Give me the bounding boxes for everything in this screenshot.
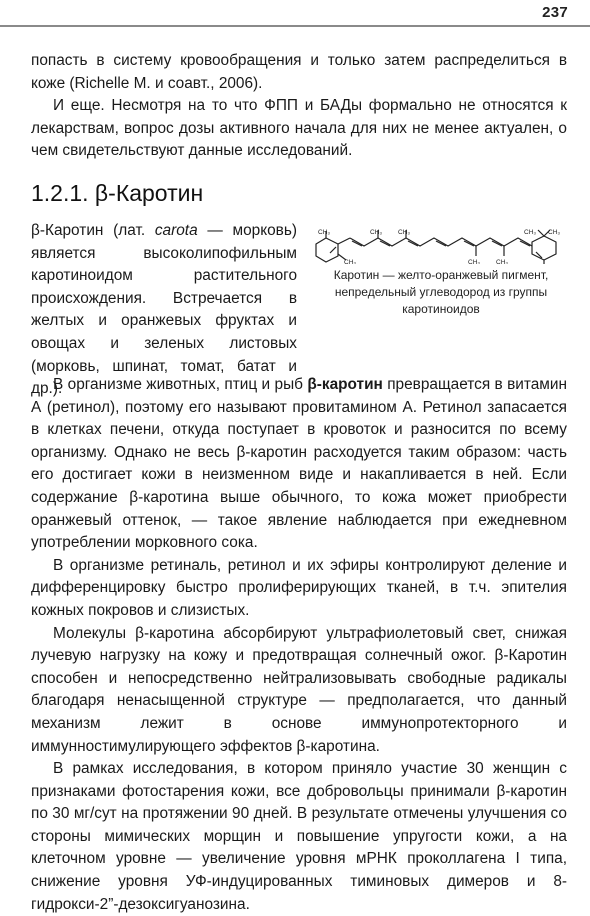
p1-bold-term: β-каротин	[307, 376, 383, 393]
methyl-label: CH₃	[398, 229, 411, 236]
methyl-label: CH₃	[344, 259, 357, 264]
header-rule	[0, 25, 590, 27]
paragraph-conversion	[31, 374, 567, 555]
methyl-label: CH₃	[318, 229, 331, 236]
methyl-label: CH₃	[496, 259, 509, 264]
intro-latin: carota	[154, 222, 198, 239]
polyene-chain	[350, 238, 532, 246]
page-number: 237	[542, 4, 568, 21]
paragraph-text: попасть в систему кровообращения и только затем распределиться в коже (Richelle M. и соавт., 2006).	[31, 52, 567, 92]
figure-caption: Каротин — желто-оранжевый пигмент, непредельный углеводород из группы каротиноидов	[333, 268, 549, 316]
paragraph-uv-absorption: Молекулы β-каротина абсорбируют ультрафиолетовый свет, снижая лучевую нагрузку на кожу и предотвращая солнечный ожог. β-Каротин способен и непосредственно нейтрализовывать свободные радикалы благодаря ненасыщенной структуре — предполагается, что данный механизм лежит в основе иммунопротекторного и иммунностимулирующего эффектов β-каротина.	[31, 624, 567, 755]
methyl-label: CH₃	[548, 229, 561, 236]
carotene-structure-diagram	[312, 228, 570, 264]
paragraph-text: И еще. Несмотря на то что ФПП и БАДы формально не относятся к лекарствам, вопрос дозы активного начала для них не менее актуален, о чем свидетельствуют данные исследований.	[31, 97, 567, 160]
paragraph-top	[31, 50, 567, 95]
left-beta-ionone-ring	[316, 238, 338, 262]
paragraph-and-more	[31, 95, 567, 163]
intro-prefix: β-Каротин (лат.	[31, 222, 155, 239]
methyl-label: CH₃	[468, 259, 481, 264]
methyl-label: CH₃	[524, 229, 537, 236]
p1-suffix: превращается в витамин А (ретинол), поэтому его называют провитамином А. Ретинол запасается в клетках печени, откуда поступает в кровоток и разносится по всему организму. Однако не весь β-каротин расходуется таким образом: часть его достигает кожи в неизменном виде и накапливается в ней. Если содержание β-каротина выше обычного, то кожа может приобрести оранжевый оттенок, — такое явление наблюдается при ежедневном употреблении морковного сока.	[31, 376, 567, 552]
right-beta-ionone-ring	[532, 236, 556, 260]
paragraph-retinoids: В организме ретиналь, ретинол и их эфиры контролируют деление и дифференцировку быстро пролиферирующих тканей, в т.ч. эпителия кожных покровов и слизистых.	[31, 556, 567, 619]
intro-suffix: — морковь) является высоколипофильным каротиноидом растительного происхождения. Встречается в желтых и оранжевых фруктах и овощах и зеленых листовых (морковь, шпинат, томат, батат и др.).	[31, 222, 297, 398]
paragraph-study: В рамках исследования, в котором приняло участие 30 женщин с признаками фотостарения кожи, все добровольцы принимали β-каротин по 30 мг/сут на протяжении 90 дней. В результате отмечены улучшения со стороны мимических морщин и повышение упругости кожи, а на клеточном уровне — увеличение уровня мРНК проколлагена I типа, снижение уровня УФ-индуцированных тиминовых димеров и 8-гидрокси-2”-дезоксигуанозина.	[31, 760, 567, 913]
carotene-figure	[312, 228, 570, 318]
p1-prefix: В организме животных, птиц и рыб	[53, 376, 308, 393]
section-heading: 1.2.1. β-Каротин	[31, 180, 204, 206]
main-body	[31, 374, 567, 916]
methyl-label: CH₃	[370, 229, 383, 236]
